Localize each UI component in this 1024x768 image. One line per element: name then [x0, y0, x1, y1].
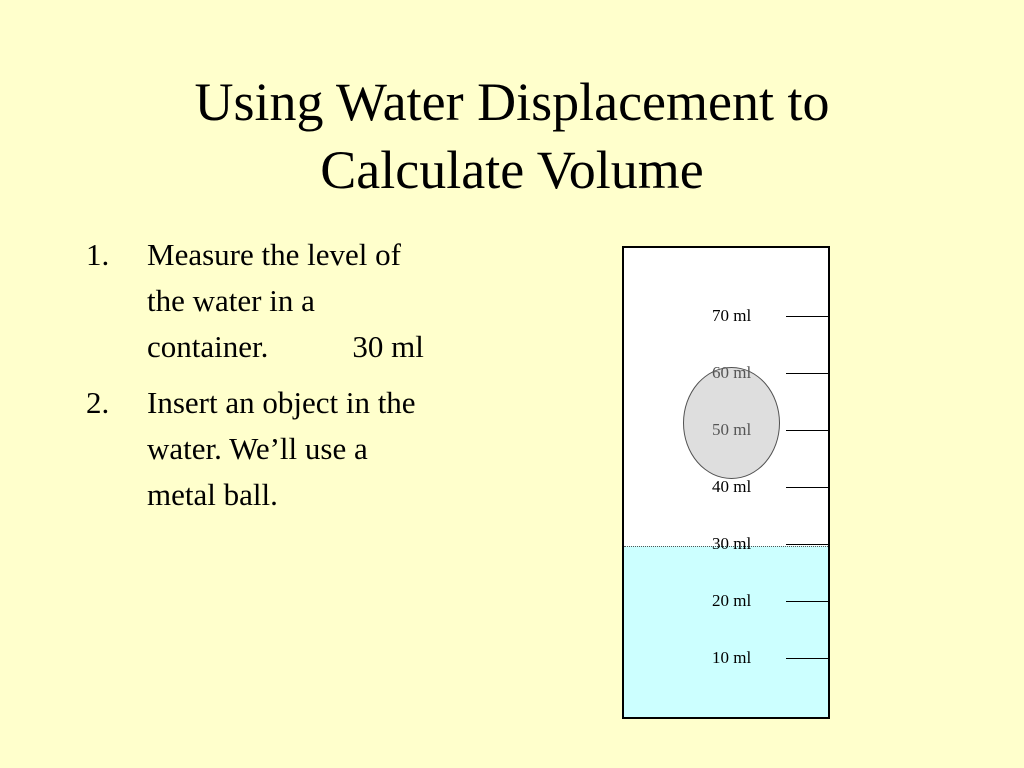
graduated-cylinder — [622, 246, 830, 719]
tick-line — [786, 658, 828, 659]
steps-list — [86, 232, 526, 528]
step-1 — [86, 232, 526, 370]
mark-label: 10 ml — [712, 648, 752, 667]
mark-label: 50 ml — [712, 420, 752, 439]
step-number: 2. — [86, 385, 110, 420]
step-text-line: the water in a — [147, 283, 315, 318]
step-number: 1. — [86, 237, 110, 272]
mark-50 — [624, 420, 828, 439]
title-line-1: Using Water Displacement to — [194, 72, 830, 132]
tick-line — [786, 544, 828, 545]
mark-20 — [624, 591, 828, 610]
mark-30 — [624, 534, 828, 553]
title-line-2: Calculate Volume — [320, 140, 704, 200]
tick-line — [786, 373, 828, 374]
tick-line — [786, 316, 828, 317]
mark-label: 60 ml — [712, 363, 752, 382]
mark-60 — [624, 363, 828, 382]
mark-10 — [624, 648, 828, 667]
step-text-line: water. We’ll use a — [147, 431, 368, 466]
mark-label: 40 ml — [712, 477, 752, 496]
water-fill — [624, 546, 828, 717]
step-2 — [86, 380, 526, 518]
mark-label: 20 ml — [712, 591, 752, 610]
slide-title — [0, 68, 1024, 204]
mark-70 — [624, 306, 828, 325]
tick-line — [786, 430, 828, 431]
step-text-line: Measure the level of — [147, 237, 401, 272]
step-text-line: Insert an object in the — [147, 385, 416, 420]
mark-label: 30 ml — [712, 534, 752, 553]
step-text: container. — [147, 329, 269, 364]
step-text-line — [147, 324, 526, 370]
tick-line — [786, 601, 828, 602]
tick-line — [786, 487, 828, 488]
mark-40 — [624, 477, 828, 496]
water-reading: 30 ml — [352, 329, 424, 364]
step-text-line: metal ball. — [147, 477, 278, 512]
mark-label: 70 ml — [712, 306, 752, 325]
